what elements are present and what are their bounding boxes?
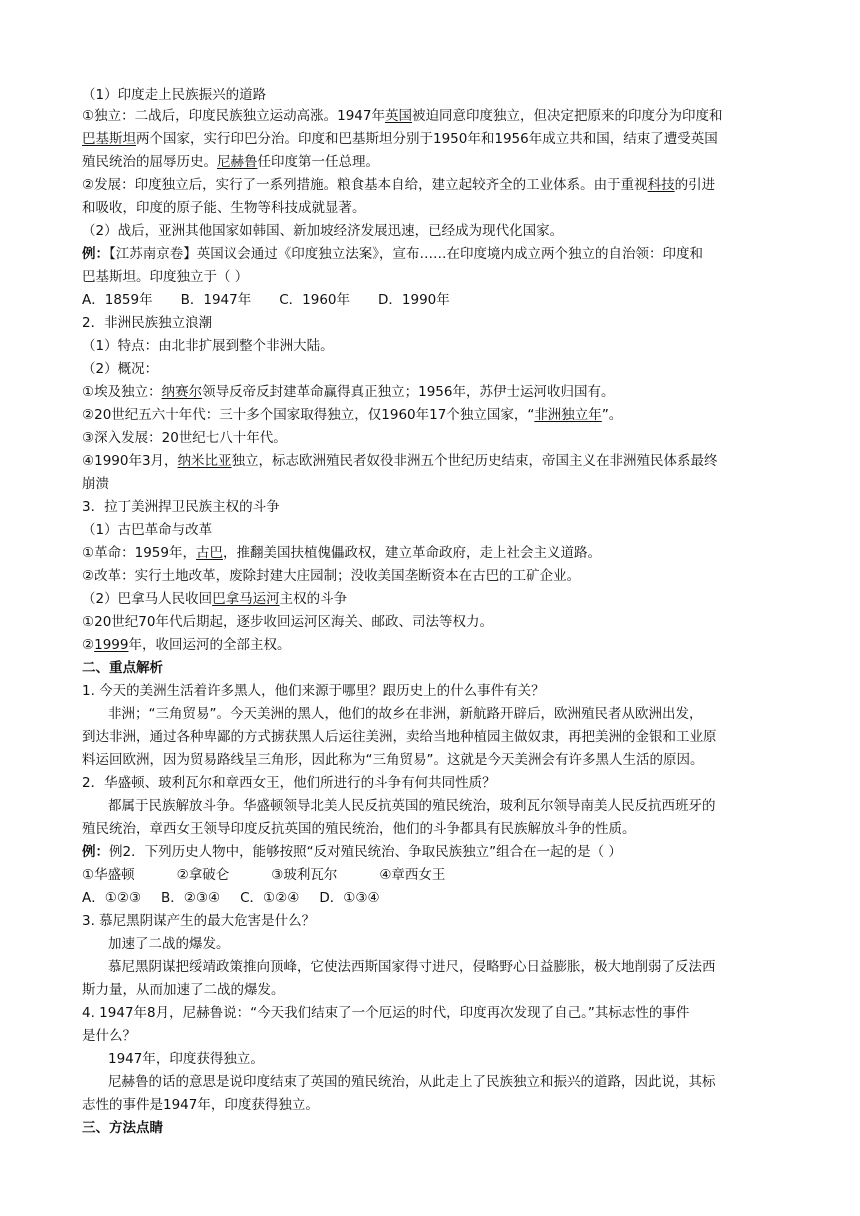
- keyword: 科技: [647, 177, 675, 193]
- option-b: B．②③④: [161, 890, 221, 906]
- text-line: ②1999年，收回运河的全部主权。: [82, 637, 291, 653]
- subheading: （2）巴拿马人民收回巴拿马运河主权的斗争: [82, 591, 348, 607]
- choice-items: ①华盛顿 ②拿破仑 ③玻利瓦尔 ④章西女王: [82, 867, 446, 883]
- text-line: 崩溃: [82, 476, 109, 492]
- answer-text: 殖民统治，章西女王领导印度反抗英国的殖民统治，他们的斗争都具有民族解放斗争的性质。: [82, 821, 636, 837]
- section-heading: 3．拉丁美洲捍卫民族主权的斗争: [82, 499, 280, 515]
- text-line: 巴基斯坦两个国家，实行印巴分治。印度和巴基斯坦分别于1950年和1956年成立共和国，结束了遭受英国: [82, 131, 718, 147]
- option-c: C．①②④: [240, 890, 300, 906]
- text-line: ②发展：印度独立后，实行了一系列措施。粮食基本自给，建立起较齐全的工业体系。由于重视科技的引进: [82, 177, 716, 193]
- text-line: （1）特点：由北非扩展到整个非洲大陆。: [82, 338, 334, 354]
- text-line: ②20世纪五六十年代：三十多个国家取得独立，仅1960年17个独立国家，“非洲独立年”。: [82, 407, 623, 423]
- keyword: 古巴: [195, 545, 223, 561]
- subheading: （1）印度走上民族振兴的道路: [82, 87, 267, 103]
- keyword: 巴基斯坦: [82, 131, 136, 147]
- keyword: 纳赛尔: [161, 384, 203, 400]
- answer-text: 斯力量，从而加速了二战的爆发。: [82, 982, 285, 998]
- answer-text: 1947年，印度获得独立。: [108, 1051, 264, 1067]
- question: 1. 今天的美洲生活着许多黑人，他们来源于哪里？跟历史上的什么事件有关？: [82, 683, 545, 699]
- example-question: 例：【江苏南京卷】英国议会通过《印度独立法案》，宣布……在印度境内成立两个独立的自治领：印度和: [82, 246, 703, 262]
- answer-text: 非洲；“三角贸易”。今天美洲的黑人，他们的故乡在非洲，新航路开辟后，欧洲殖民者从欧洲出发，: [108, 706, 703, 722]
- text-line: ②改革：实行土地改革，废除封建大庄园制；没收美国垄断资本在古巴的工矿企业。: [82, 568, 581, 584]
- answer-text: 料运回欧洲，因为贸易路线呈三角形，因此称为“三角贸易”。这就是今天美洲会有许多黑人生活的原因。: [82, 752, 704, 768]
- part-heading: 二、重点解析: [82, 660, 163, 676]
- option-d: D．①③④: [319, 890, 380, 906]
- answer-options: [82, 291, 450, 309]
- question: 是什么？: [82, 1028, 136, 1044]
- option-d: D．1990年: [378, 292, 450, 308]
- text-line: 巴基斯坦。印度独立于（ ）: [82, 269, 249, 285]
- text-line: ①埃及独立：纳赛尔领导反帝反封建革命赢得真正独立；1956年，苏伊士运河收归国有。: [82, 384, 615, 400]
- section-heading: 2．非洲民族独立浪潮: [82, 315, 213, 331]
- answer-options: [82, 889, 380, 907]
- text-line: ①20世纪70年代后期起，逐步收回运河区海关、邮政、司法等权力。: [82, 614, 493, 630]
- text-line: ①独立：二战后，印度民族独立运动高涨。1947年英国被迫同意印度独立，但决定把原来的印度分为印度和: [82, 108, 723, 124]
- text-line: （2）战后，亚洲其他国家如韩国、新加坡经济发展迅速，已经成为现代化国家。: [82, 223, 564, 239]
- part-heading: 三、方法点睛: [82, 1120, 163, 1136]
- example-question: 例：例2．下列历史人物中，能够按照“反对殖民统治、争取民族独立”组合在一起的是（ ）: [82, 844, 622, 860]
- example-label: 例：: [82, 246, 109, 262]
- text-line: （2）概况：: [82, 361, 159, 377]
- answer-text: 志性的事件是1947年，印度获得独立。: [82, 1097, 319, 1113]
- keyword: 巴拿马运河: [212, 591, 280, 607]
- question: 3. 慕尼黑阴谋产生的最大危害是什么？: [82, 913, 316, 929]
- question: 4. 1947年8月，尼赫鲁说：“今天我们结束了一个厄运的时代，印度再次发现了自己。”其标志性的事件: [82, 1005, 690, 1021]
- keyword: 英国: [384, 108, 412, 124]
- text-line: ④1990年3月，纳米比亚独立，标志欧洲殖民者奴役非洲五个世纪历史结束，帝国主义在非洲殖民体系最终: [82, 453, 718, 469]
- subheading: （1）古巴革命与改革: [82, 522, 213, 538]
- answer-text: 都属于民族解放斗争。华盛顿领导北美人民反抗英国的殖民统治，玻利瓦尔领导南美人民反抗西班牙的: [108, 798, 716, 814]
- option-c: C．1960年: [279, 292, 351, 308]
- question: 2．华盛顿、玻利瓦尔和章西女王，他们所进行的斗争有何共同性质？: [82, 775, 496, 791]
- keyword: 非洲独立年: [534, 407, 602, 423]
- answer-text: 慕尼黑阴谋把绥靖政策推向顶峰，它使法西斯国家得寸进尺，侵略野心日益膨胀，极大地削弱了反法西: [108, 959, 716, 975]
- answer-text: 尼赫鲁的话的意思是说印度结束了英国的殖民统治，从此走上了民族独立和振兴的道路，因此说，其标: [108, 1074, 716, 1090]
- keyword: 尼赫鲁: [217, 154, 258, 170]
- text-line: ③深入发展：20世纪七八十年代。: [82, 430, 287, 446]
- text-line: 和吸收，印度的原子能、生物等科技成就显著。: [82, 200, 366, 216]
- keyword: 纳米比亚: [177, 453, 232, 469]
- keyword: 1999: [94, 637, 129, 653]
- text-line: ①革命：1959年，古巴，推翻美国扶植傀儡政权，建立革命政府，走上社会主义道路。: [82, 545, 601, 561]
- answer-text: 到达非洲，通过各种卑鄙的方式掳获黑人后运往美洲，卖给当地种植园主做奴隶，再把美洲的金银和工业原: [82, 729, 717, 745]
- option-b: B．1947年: [180, 292, 252, 308]
- option-a: A．1859年: [82, 292, 153, 308]
- example-label: 例：: [82, 844, 109, 860]
- option-a: A．①②③: [82, 890, 142, 906]
- answer-text: 加速了二战的爆发。: [108, 936, 230, 952]
- text-line: 殖民统治的屈辱历史。尼赫鲁任印度第一任总理。: [82, 154, 379, 170]
